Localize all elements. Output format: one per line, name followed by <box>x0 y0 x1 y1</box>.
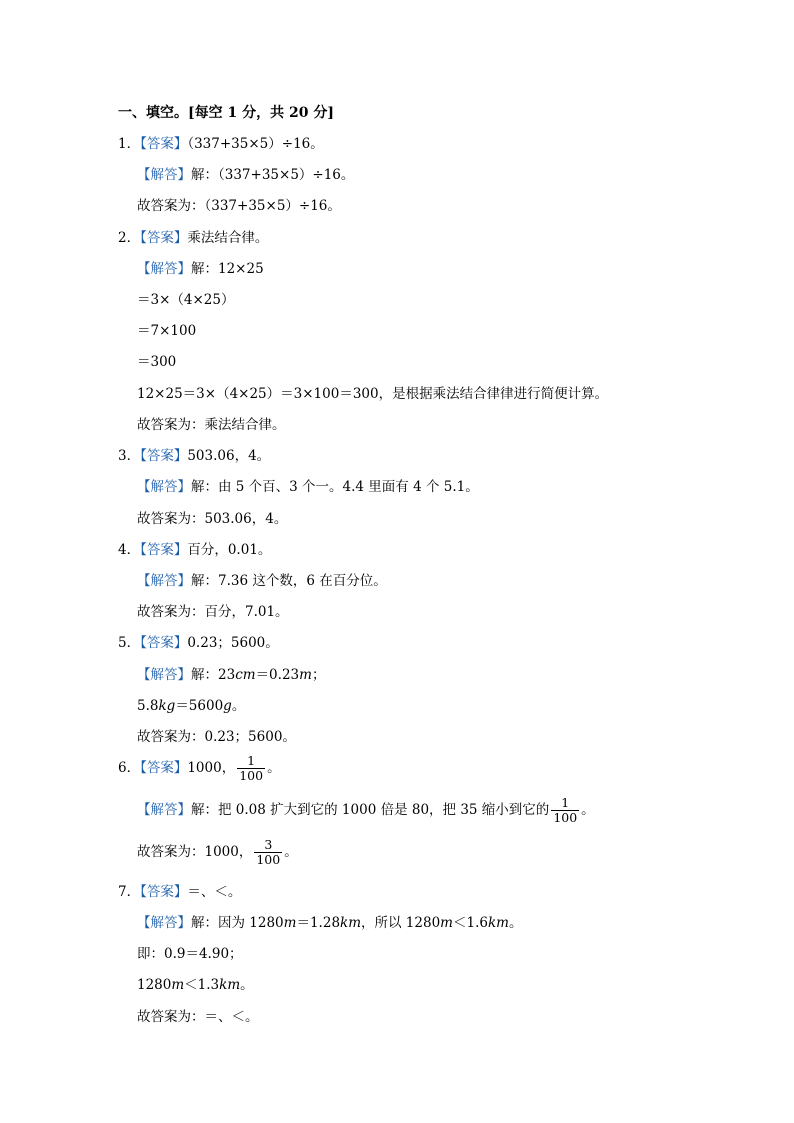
explain-text: 解：由 5 个百、3 个一。4.4 里面有 4 个 5.1。 <box>191 479 479 495</box>
explain-text: ＜1.6 <box>452 915 488 931</box>
unit-gram: g <box>223 698 232 714</box>
unit-kilometer: km <box>219 977 241 993</box>
answer-tag: 【答案】 <box>140 542 188 558</box>
unit-meter: m <box>171 977 185 993</box>
unit-kilometer: km <box>340 915 362 931</box>
answer-tag: 【答案】 <box>140 884 188 900</box>
question-5-answer <box>118 634 279 652</box>
unit-meter: m <box>299 667 312 683</box>
unit-meter: m <box>440 915 453 931</box>
result-text: 。 <box>284 844 298 860</box>
question-2-answer <box>118 229 268 247</box>
question-2-step-3: ＝300 <box>137 354 177 370</box>
fraction-numerator: 1 <box>247 753 256 768</box>
fraction <box>237 754 265 783</box>
explain-text: 。 <box>581 802 595 818</box>
question-4-explanation <box>137 572 387 590</box>
answer-text: 0.23；5600。 <box>187 635 279 651</box>
question-3-answer <box>118 447 270 465</box>
question-7-explanation <box>137 914 522 932</box>
unit-centimeter: cm <box>235 667 256 683</box>
question-1-result: 故答案为：（337+35×5）÷16。 <box>137 198 341 214</box>
fraction-numerator: 3 <box>264 837 273 852</box>
answer-text: 百分，0.01。 <box>187 542 272 558</box>
explain-tag: 【解答】 <box>137 261 191 277</box>
explain-text: 解：（337+35×5）÷16。 <box>191 167 355 183</box>
explain-tag: 【解答】 <box>137 915 191 931</box>
question-1-explanation <box>137 166 354 184</box>
answer-tag: 【答案】 <box>140 760 188 776</box>
explain-tag: 【解答】 <box>137 802 191 818</box>
explain-tag: 【解答】 <box>137 167 191 183</box>
question-2-step-2: ＝7×100 <box>137 323 197 339</box>
question-1-answer <box>118 135 324 153</box>
step-text: 5.8 <box>137 698 159 714</box>
question-5-result: 故答案为：0.23；5600。 <box>137 729 296 745</box>
question-4-result: 故答案为：百分，7.01。 <box>137 604 289 620</box>
result-text: 故答案为：1000， <box>137 844 253 860</box>
question-5-step-1 <box>137 697 245 715</box>
fraction-denominator: 100 <box>239 768 264 783</box>
question-number: 1． <box>118 136 141 152</box>
question-7-result: 故答案为：＝、＜。 <box>137 1009 259 1025</box>
unit-kilogram: kg <box>158 698 176 714</box>
fraction-denominator: 100 <box>256 852 281 867</box>
answer-tag: 【答案】 <box>140 448 188 464</box>
step-text: ＜1.3 <box>184 977 220 993</box>
fraction <box>551 796 579 825</box>
question-3-result: 故答案为：503.06，4。 <box>137 511 288 527</box>
explain-tag: 【解答】 <box>137 573 191 589</box>
answer-text: ＝、＜。 <box>187 884 242 900</box>
question-number: 5． <box>118 635 141 651</box>
fraction-numerator: 1 <box>561 795 570 810</box>
question-number: 2． <box>118 230 141 246</box>
answer-text: 。 <box>267 760 281 776</box>
question-3-explanation <box>137 478 479 496</box>
step-text: ＝5600 <box>175 698 224 714</box>
explain-text: ＝1.28 <box>296 915 341 931</box>
answer-tag: 【答案】 <box>140 136 188 152</box>
section-title: 一、填空。[每空 1 分，共 20 分] <box>118 105 334 121</box>
question-6-explanation <box>137 796 595 825</box>
question-number: 7． <box>118 884 141 900</box>
explain-tag: 【解答】 <box>137 479 191 495</box>
explain-text: 解：把 0.08 扩大到它的 1000 倍是 80，把 35 缩小到它的 <box>191 802 550 818</box>
answer-text: （337+35×5）÷16。 <box>187 136 324 152</box>
answer-text: 503.06，4。 <box>187 448 271 464</box>
explain-text: 。 <box>508 915 523 931</box>
answer-tag: 【答案】 <box>140 635 188 651</box>
question-7-answer <box>118 883 241 901</box>
question-number: 4． <box>118 542 141 558</box>
answer-text: 1000， <box>187 760 236 776</box>
step-text: 。 <box>240 977 254 993</box>
question-2-result: 故答案为：乘法结合律。 <box>137 417 286 433</box>
explain-tag: 【解答】 <box>137 667 191 683</box>
question-4-answer <box>118 541 271 559</box>
explain-text: ； <box>311 667 326 683</box>
fraction-denominator: 100 <box>553 810 578 825</box>
question-7-step-1: 即：0.9＝4.90； <box>137 946 243 962</box>
question-number: 3． <box>118 448 141 464</box>
unit-meter: m <box>283 915 297 931</box>
question-2-step-1: ＝3×（4×25） <box>137 292 235 308</box>
question-number: 6． <box>118 760 141 776</box>
explain-text: 解：23 <box>191 667 236 683</box>
question-6-result <box>137 838 298 867</box>
explain-text: 解：12×25 <box>191 261 264 277</box>
explain-text: 解：因为 1280 <box>191 915 284 931</box>
fraction <box>254 838 282 867</box>
answer-text: 乘法结合律。 <box>187 230 269 246</box>
unit-kilometer: km <box>487 915 509 931</box>
explain-text: 解：7.36 这个数，6 在百分位。 <box>191 573 387 589</box>
question-2-explanation <box>137 260 264 278</box>
question-2-step-4: 12×25＝3×（4×25）＝3×100＝300，是根据乘法结合律律进行简便计算。 <box>137 386 609 402</box>
question-5-explanation <box>137 666 325 684</box>
step-text: 1280 <box>137 977 172 993</box>
explain-text: ＝0.23 <box>255 667 300 683</box>
question-7-step-2 <box>137 976 254 994</box>
question-6-answer <box>118 754 281 783</box>
explain-text: ，所以 1280 <box>361 915 441 931</box>
answer-tag: 【答案】 <box>140 230 188 246</box>
step-text: 。 <box>231 698 246 714</box>
